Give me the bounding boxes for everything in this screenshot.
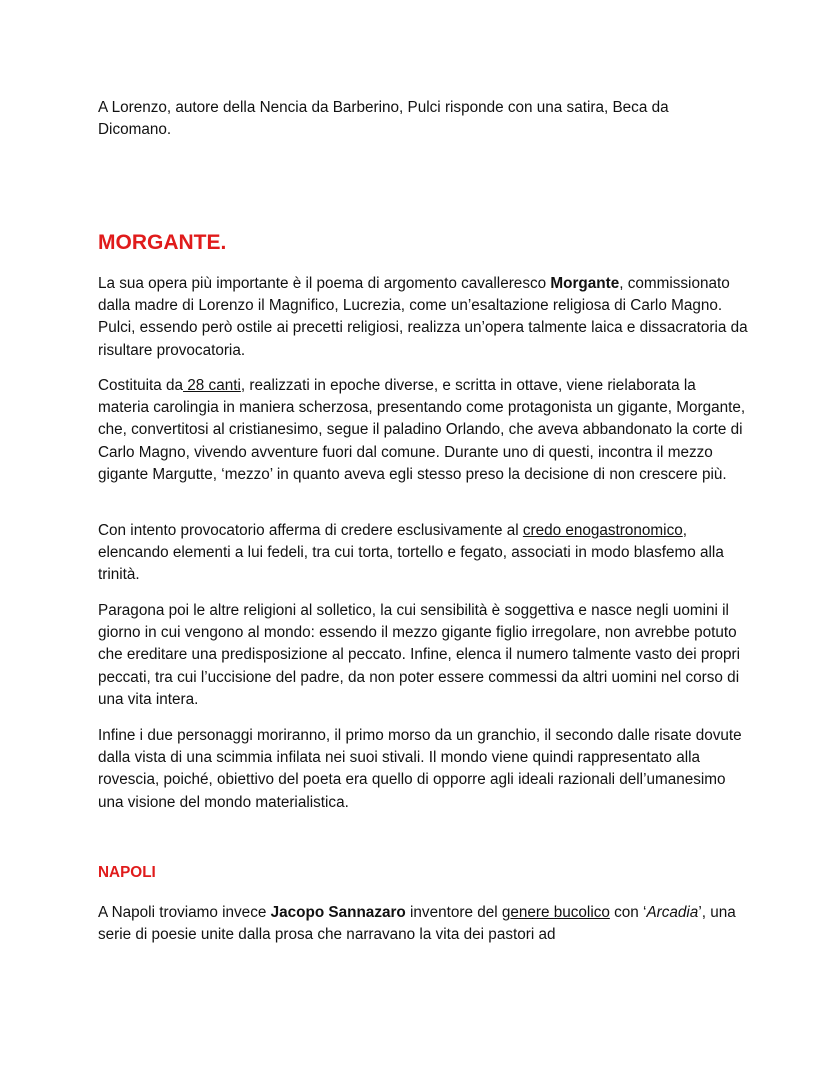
italic-title-arcadia: Arcadia <box>646 904 699 921</box>
intro-paragraph: A Lorenzo, autore della Nencia da Barberino, Pulci risponde con una satira, Beca da Dicomano. <box>98 99 669 139</box>
text-span: , realizzati in epoche diverse, e scritta in ottave, viene rielaborata la materia carolingia in maniera scherzosa, presentando come protagonista un gigante, Morgante, che, convertitosi al cristianesimo, segue il paladino Orlando, che aveva abbandonato la corte di Carlo Magno, vivendo avventure fuori dal comune. Durante uno di questi, incontra il mezzo gigante Margutte, ‘mezzo’ in quanto aveva egli stesso preso la decisione di non crescere più. <box>98 377 746 483</box>
paragraph-morgante-religioni: Paragona poi le altre religioni al solletico, la cui sensibilità è soggettiva e nasce negli uomini il giorno in cui vengono al mondo: essendo il mezzo gigante figlio irregolare, non avrebbe potuto che ereditare una predisposizione al peccato. Infine, elenca il numero talmente vasto dei propri peccati, tra cui l’uccisione del padre, da non poter essere commessi da altri uomini nel corso di una vita intera. <box>98 602 740 708</box>
paragraph-morgante-intro <box>98 273 748 362</box>
section-heading-napoli: NAPOLI <box>98 864 156 881</box>
text-span: La sua opera più importante è il poema di argomento cavalleresco <box>98 275 551 292</box>
paragraph-napoli <box>98 902 748 946</box>
text-span: A Napoli troviamo invece <box>98 904 271 921</box>
paragraph-morgante-finale: Infine i due personaggi moriranno, il primo morso da un granchio, il secondo dalle risate dovute dalla vista di una scimmia infilata nei suoi stivali. Il mondo viene quindi rappresentato alla rovescia, poiché, obiettivo del poeta era quello di opporre agli ideali razionali dell’umanesimo una visione del mondo materialistica. <box>98 727 742 811</box>
text-span: ’, una serie di poesie unite dalla prosa che narravano la vita dei pastori ad <box>98 904 736 944</box>
paragraph-morgante-credo <box>98 520 748 587</box>
section-heading-morgante: MORGANTE. <box>98 231 227 254</box>
text-span: , commissionato dalla madre di Lorenzo il Magnifico, Lucrezia, come un’esaltazione religiosa di Carlo Magno. Pulci, essendo però ostile ai precetti religiosi, realizza un’opera talmente laica e dissacratoria da risultare provocatoria. <box>98 275 748 359</box>
text-span: Con intento provocatorio afferma di credere esclusivamente al <box>98 522 523 539</box>
text-span: con ‘ <box>609 904 647 921</box>
text-span: inventore del <box>405 904 502 921</box>
bold-title-morgante: Morgante <box>550 275 620 292</box>
link-credo-enogastronomico[interactable]: credo enogastronomico <box>522 522 683 539</box>
text-span: , elencando elementi a lui fedeli, tra cui torta, tortello e fegato, associati in modo blasfemo alla trinità. <box>98 522 724 584</box>
text-span: Costituita da <box>98 377 184 394</box>
link-genere-bucolico[interactable]: genere bucolico <box>501 904 610 921</box>
paragraph-morgante-structure <box>98 375 748 486</box>
link-28-canti[interactable]: 28 canti <box>183 377 241 394</box>
bold-name-sannazaro: Jacopo Sannazaro <box>270 904 406 921</box>
